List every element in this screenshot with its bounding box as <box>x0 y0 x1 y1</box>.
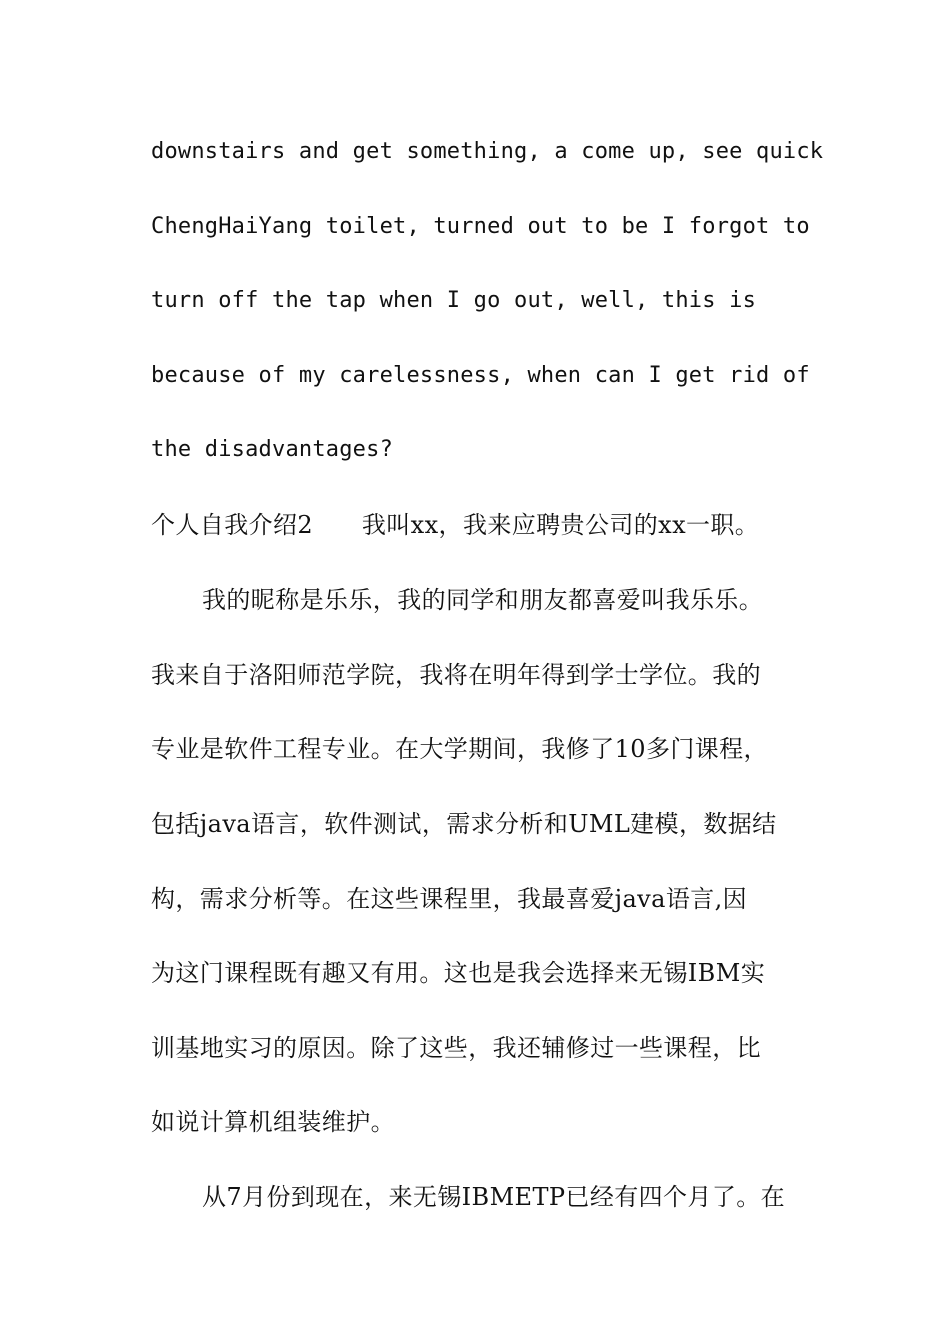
text-line: 构，需求分析等。在这些课程里，我最喜爱java语言,因 <box>151 885 748 913</box>
text-line: downstairs and get something, a come up, see quick <box>151 139 824 164</box>
text-line: 专业是软件工程专业。在大学期间，我修了10多门课程， <box>151 735 768 763</box>
text-line: ChengHaiYang toilet, turned out to be I forgot to <box>151 214 810 239</box>
text-line: 我的昵称是乐乐，我的同学和朋友都喜爱叫我乐乐。 <box>202 586 764 614</box>
text-line: 如说计算机组装维护。 <box>151 1108 395 1136</box>
text-line: because of my carelessness, when can I get rid of <box>151 363 810 388</box>
text-line: 从7月份到现在，来无锡IBMETP已经有四个月了。在 <box>202 1183 786 1211</box>
text-line: turn off the tap when I go out, well, this is <box>151 288 757 313</box>
section-heading: 个人自我介绍2 我叫xx，我来应聘贵公司的xx一职。 <box>151 511 760 539</box>
text-line: 为这门课程既有趣又有用。这也是我会选择来无锡IBM实 <box>151 959 766 987</box>
text-line: 训基地实习的原因。除了这些，我还辅修过一些课程，比 <box>151 1034 761 1062</box>
text-line: 包括java语言，软件测试，需求分析和UML建模，数据结 <box>151 810 777 838</box>
text-line: the disadvantages? <box>151 437 394 462</box>
text-line: 我来自于洛阳师范学院，我将在明年得到学士学位。我的 <box>151 661 761 689</box>
